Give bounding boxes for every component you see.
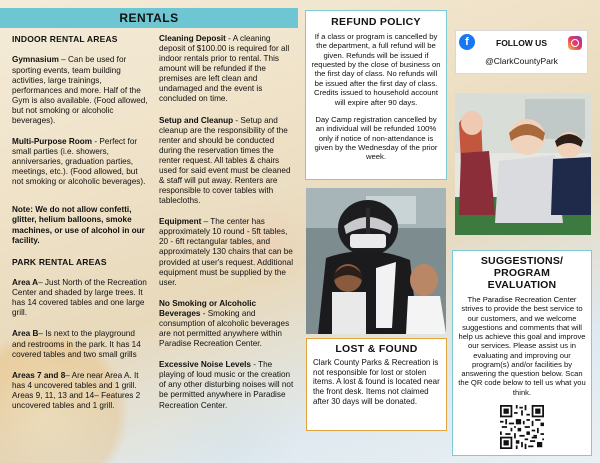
rentals-banner xyxy=(0,8,298,28)
cleaning-deposit-description: - A cleaning deposit of $100.00 is required for all indoor rentals prior to rental. This amount will be refunded if the premises are left clean and undamaged and the event is concluded on time. xyxy=(159,34,290,104)
qr-code-icon[interactable] xyxy=(500,405,544,449)
area-a-label: Area A xyxy=(12,278,39,288)
areas-7-8-label: Areas 7 and 8 xyxy=(12,370,66,380)
refund-policy-paragraph-2: Day Camp registration cancelled by an individual will be refunded 100% only if notice of non-attendance is given by the Wednesday of the prior week. xyxy=(314,114,438,162)
instagram-icon[interactable] xyxy=(568,36,582,50)
facility-note xyxy=(12,205,148,245)
social-handle[interactable]: @ClarkCountyPark xyxy=(485,56,558,66)
lost-and-found-text: Clark County Parks & Recreation is not responsible for lost or stolen items. A lost & found is located near the front desk. Items not claimed after 30 days will be donated. xyxy=(313,357,440,406)
refund-policy-title: REFUND POLICY xyxy=(331,16,421,28)
no-smoking-description: - Smoking and consumption of alcoholic beverages are not permitted anywhere within Paradise Recreation Center. xyxy=(159,308,290,349)
setup-cleanup-description: - Setup and cleanup are the responsibility of the renter and should be conducted during the reservation times the renter request. All tables & chairs used for said event must be cleaned & staff will put away. Renters are responsible to cover tables with tablecloths. xyxy=(159,115,291,206)
indoor-rental-heading: INDOOR RENTAL AREAS xyxy=(12,34,118,44)
rentals-column-left xyxy=(12,34,148,422)
no-smoking-label: No Smoking or Alcoholic Beverages xyxy=(159,298,257,318)
mascot-photo-illustration xyxy=(306,188,446,334)
multipurpose-section xyxy=(12,137,148,187)
suggestions-text: The Paradise Recreation Center strives to provide the best service to our customers, and we welcome suggestions and comments that will help us achieve this goal and improve our services. Please assist us in evaluating and improving our program(s) and/or facilities by answering the question below. Scan the QR code below to tell us what you think. xyxy=(458,295,586,397)
suggestions-title: SUGGESTIONS/ PROGRAM EVALUATION xyxy=(480,255,564,292)
equipment-label: Equipment xyxy=(159,217,202,227)
gymnasium-label: Gymnasium xyxy=(12,55,59,65)
gymnasium-description: – Can be used for sporting events, team building activities, large trainings, performances and more. Half of the Gym is also available. (Food allowed, but not smoking or alcoholic beverages). xyxy=(12,55,148,125)
rentals-title: RENTALS xyxy=(119,11,179,25)
equipment-section xyxy=(159,217,297,288)
refund-policy-paragraph-1: If a class or program is cancelled by the department, a full refund will be given. Refunds will be issued if requested by the close of business on the first day of class. No refunds will be issued after the first day of class. Credits issued to household account will expire after 90 days. xyxy=(311,31,441,107)
no-smoking-section xyxy=(159,299,297,349)
multipurpose-label: Multi-Purpose Room xyxy=(12,137,93,146)
area-b-label: Area B xyxy=(12,329,39,339)
park-rental-heading: PARK RENTAL AREAS xyxy=(12,256,107,267)
equipment-description: – The center has approximately 10 round - 5ft tables, 20 - 6ft rectangular tables, and approximately 130 chairs that can be provided at user's request. Additional equipment must be supplied by the user. xyxy=(159,217,294,287)
rentals-column-right xyxy=(159,34,297,422)
setup-cleanup-section xyxy=(159,116,297,207)
suggestions-box xyxy=(452,250,592,456)
kids-activity-illustration xyxy=(455,93,591,235)
lost-and-found-title: LOST & FOUND xyxy=(335,343,418,355)
area-a-section xyxy=(12,278,148,318)
kids-activity-photo xyxy=(455,93,591,235)
noise-description: - The playing of loud music or the creation of any other disturbing noises will not be permitted anywhere in Paradise Recreation Center. xyxy=(159,360,294,410)
areas-7-8-section xyxy=(12,371,148,411)
lost-and-found-box xyxy=(306,338,447,431)
areas-7-8-description: – Are near Area A. It has 4 uncovered tables and 1 grill. Areas 9, 11, 13 and 14– Features 2 uncovered tables and 1 grill. xyxy=(12,370,141,410)
noise-section xyxy=(159,360,297,410)
facility-note-text: Note: We do not allow confetti, glitter, helium balloons, smoke machines, or use of alcohol in our facility. xyxy=(12,205,145,245)
area-a-description: – Just North of the Recreation Center and shaded by large trees. It has 14 covered tables and one large grill. xyxy=(12,278,147,318)
mascot-photo xyxy=(306,188,446,334)
cleaning-deposit-label: Cleaning Deposit xyxy=(159,34,226,43)
multipurpose-description: - Perfect for small parties (i.e. showers, anniversaries, graduation parties, meetings, etc.). (Food allowed, but not smoking or alcoholic beverages). xyxy=(12,137,146,187)
area-b-section xyxy=(12,329,148,359)
facebook-icon[interactable]: f xyxy=(459,34,475,50)
cleaning-deposit-section xyxy=(159,34,297,105)
area-b-description: – Is next to the playground and restrooms in the park. It has 14 covered tables and two small grills xyxy=(12,329,141,359)
refund-policy-box xyxy=(305,10,447,180)
follow-us-label: FOLLOW US xyxy=(496,38,547,48)
noise-label: Excessive Noise Levels xyxy=(159,360,251,370)
gymnasium-section xyxy=(12,55,148,126)
setup-cleanup-label: Setup and Cleanup xyxy=(159,115,234,125)
follow-us-panel xyxy=(455,30,588,74)
